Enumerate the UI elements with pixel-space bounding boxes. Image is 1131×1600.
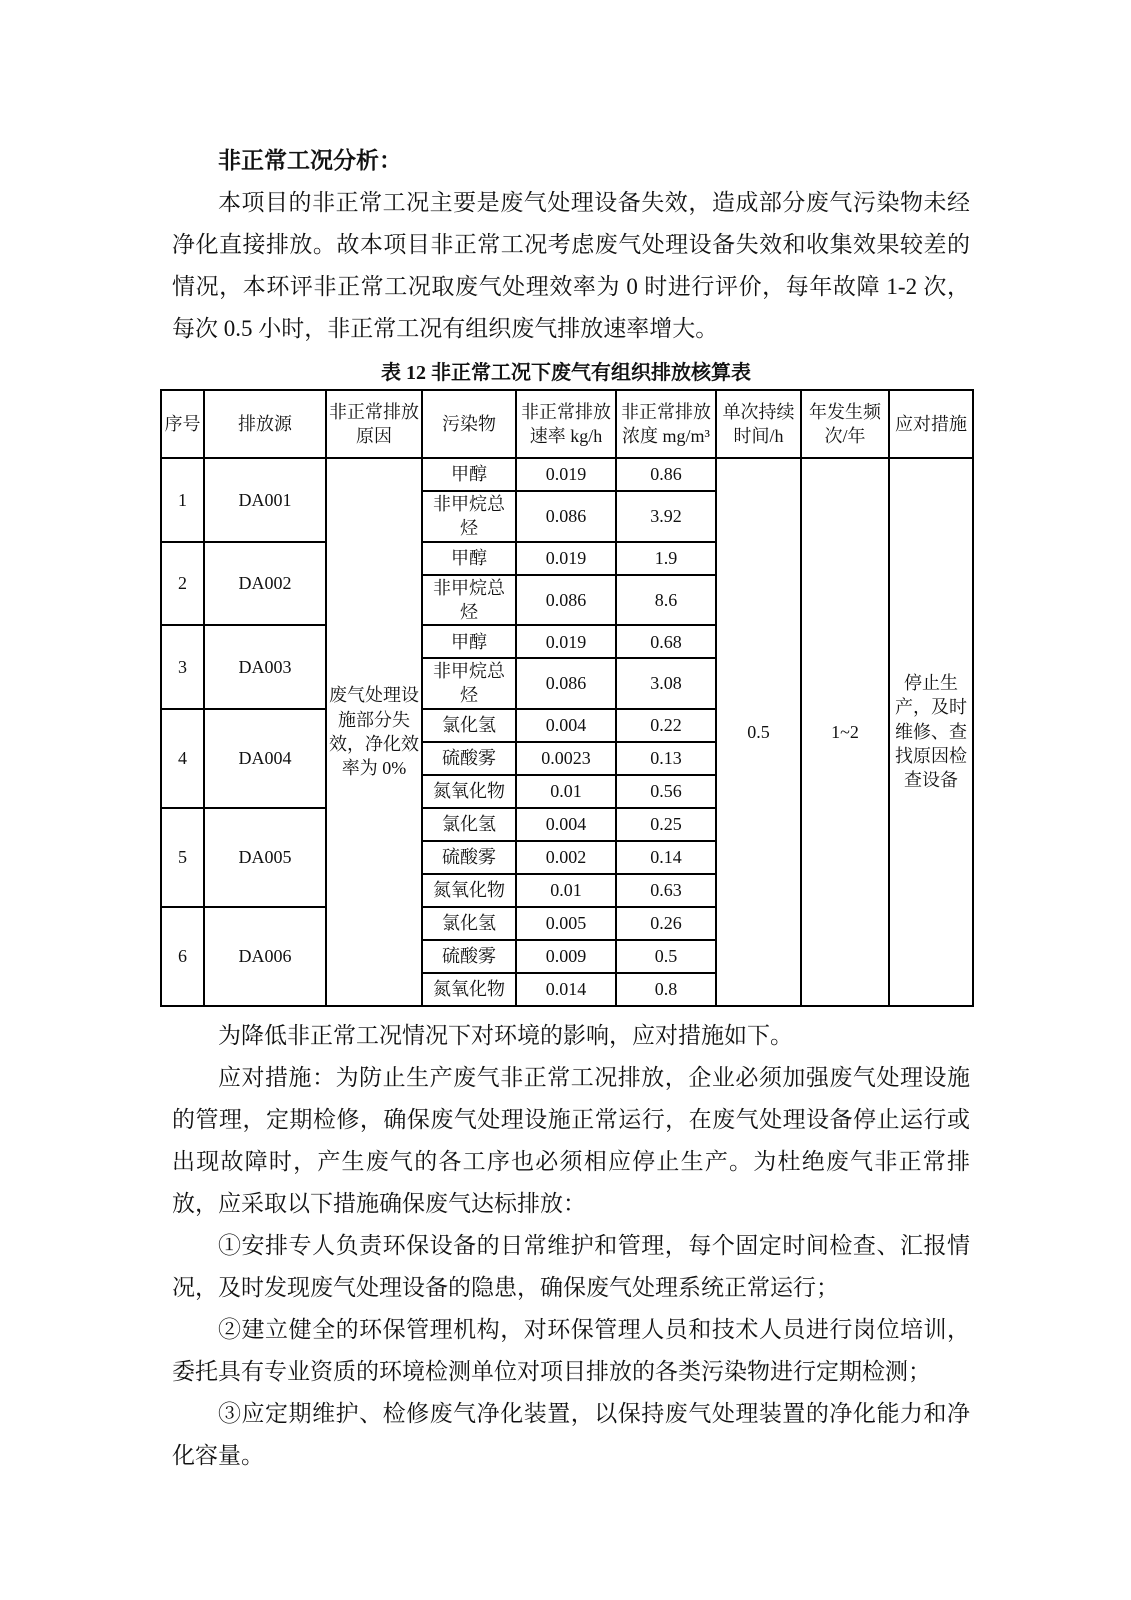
concentration-cell: 0.26: [616, 907, 716, 940]
pollutant-cell: 非甲烷总烃: [422, 575, 516, 626]
source-cell: DA003: [204, 625, 326, 709]
concentration-cell: 0.25: [616, 808, 716, 841]
rate-cell: 0.005: [516, 907, 616, 940]
pollutant-cell: 氮氧化物: [422, 874, 516, 907]
row-number-cell: 2: [161, 542, 204, 626]
pollutant-cell: 氯化氢: [422, 709, 516, 742]
source-cell: DA001: [204, 458, 326, 542]
emission-table: [160, 389, 974, 1007]
measure-cell: 停止生产，及时维修、查找原因检查设备: [889, 458, 973, 1006]
rate-cell: 0.086: [516, 575, 616, 626]
pollutant-cell: 甲醇: [422, 625, 516, 658]
source-cell: DA002: [204, 542, 326, 626]
rate-cell: 0.0023: [516, 742, 616, 775]
paragraph: 为降低非正常工况情况下对环境的影响，应对措施如下。: [218, 1022, 793, 1048]
paragraph-measure-2: ②建立健全的环保管理机构，对环保管理人员和技术人员进行岗位培训，委托具有专业资质的环境检测单位对项目排放的各类污染物进行定期检测；: [172, 1316, 970, 1384]
concentration-cell: 1.9: [616, 542, 716, 575]
column-header-source: 排放源: [204, 390, 326, 458]
concentration-cell: 0.8: [616, 973, 716, 1006]
pollutant-cell: 氯化氢: [422, 808, 516, 841]
concentration-cell: 0.5: [616, 940, 716, 973]
concentration-cell: 0.22: [616, 709, 716, 742]
concentration-cell: 0.86: [616, 458, 716, 491]
cause-cell: 废气处理设施部分失效，净化效率为 0%: [326, 458, 422, 1006]
column-header-frequency: 年发生频次/年: [801, 390, 889, 458]
pollutant-cell: 甲醇: [422, 458, 516, 491]
column-header-seq: 序号: [161, 390, 204, 458]
row-number-cell: 3: [161, 625, 204, 709]
column-header-rate: 非正常排放速率 kg/h: [516, 390, 616, 458]
pollutant-cell: 硫酸雾: [422, 940, 516, 973]
column-header-cause: 非正常排放原因: [326, 390, 422, 458]
table-row: [161, 458, 973, 491]
pollutant-cell: 甲醇: [422, 542, 516, 575]
frequency-cell: 1~2: [801, 458, 889, 1006]
rate-cell: 0.01: [516, 775, 616, 808]
page-content: [164, 140, 970, 1477]
source-cell: DA004: [204, 709, 326, 808]
rate-cell: 0.019: [516, 542, 616, 575]
concentration-cell: 0.14: [616, 841, 716, 874]
rate-cell: 0.019: [516, 625, 616, 658]
concentration-cell: 3.92: [616, 491, 716, 542]
source-cell: DA005: [204, 808, 326, 907]
column-header-pollutant: 污染物: [422, 390, 516, 458]
rate-cell: 0.019: [516, 458, 616, 491]
paragraph: 应对措施：为防止生产废气非正常工况排放，企业必须加强废气处理设施的管理，定期检修，确保废气处理设施正常运行，在废气处理设备停止运行或出现故障时，产生废气的各工序也必须相应停止生产。为杜绝废气非正常排放，应采取以下措施确保废气达标排放：: [172, 1064, 970, 1216]
header-row: [161, 390, 973, 458]
paragraph-measure-1: ①安排专人负责环保设备的日常维护和管理，每个固定时间检查、汇报情况，及时发现废气处理设备的隐患，确保废气处理系统正常运行；: [172, 1232, 970, 1300]
concentration-cell: 0.68: [616, 625, 716, 658]
concentration-cell: 0.63: [616, 874, 716, 907]
section-heading: 非正常工况分析：: [218, 148, 402, 173]
rate-cell: 0.004: [516, 808, 616, 841]
duration-cell: 0.5: [716, 458, 801, 1006]
rate-cell: 0.002: [516, 841, 616, 874]
paragraph-measure-3: ③应定期维护、检修废气净化装置，以保持废气处理装置的净化能力和净化容量。: [172, 1400, 970, 1468]
row-number-cell: 4: [161, 709, 204, 808]
concentration-cell: 0.13: [616, 742, 716, 775]
pollutant-cell: 非甲烷总烃: [422, 491, 516, 542]
rate-cell: 0.004: [516, 709, 616, 742]
pollutant-cell: 非甲烷总烃: [422, 658, 516, 709]
source-cell: DA006: [204, 907, 326, 1006]
concentration-cell: 0.56: [616, 775, 716, 808]
pollutant-cell: 氮氧化物: [422, 775, 516, 808]
rate-cell: 0.009: [516, 940, 616, 973]
rate-cell: 0.086: [516, 658, 616, 709]
column-header-concentration: 非正常排放浓度 mg/m³: [616, 390, 716, 458]
column-header-measure: 应对措施: [889, 390, 973, 458]
pollutant-cell: 硫酸雾: [422, 841, 516, 874]
row-number-cell: 6: [161, 907, 204, 1006]
rate-cell: 0.014: [516, 973, 616, 1006]
rate-cell: 0.086: [516, 491, 616, 542]
concentration-cell: 3.08: [616, 658, 716, 709]
rate-cell: 0.01: [516, 874, 616, 907]
pollutant-cell: 氮氧化物: [422, 973, 516, 1006]
intro-paragraph: 本项目的非正常工况主要是废气处理设备失效，造成部分废气污染物未经净化直接排放。故本项目非正常工况考虑废气处理设备失效和收集效果较差的情况，本环评非正常工况取废气处理效率为 0 时进行评价，每年故障 1-2 次，每次 0.5 小时，非正常工况有组织废气排放速率增大。: [172, 190, 970, 341]
concentration-cell: 8.6: [616, 575, 716, 626]
pollutant-cell: 硫酸雾: [422, 742, 516, 775]
after-table-text: [172, 1015, 970, 1477]
row-number-cell: 5: [161, 808, 204, 907]
column-header-duration: 单次持续时间/h: [716, 390, 801, 458]
pollutant-cell: 氯化氢: [422, 907, 516, 940]
row-number-cell: 1: [161, 458, 204, 542]
table-caption: 表 12 非正常工况下废气有组织排放核算表: [381, 362, 751, 384]
